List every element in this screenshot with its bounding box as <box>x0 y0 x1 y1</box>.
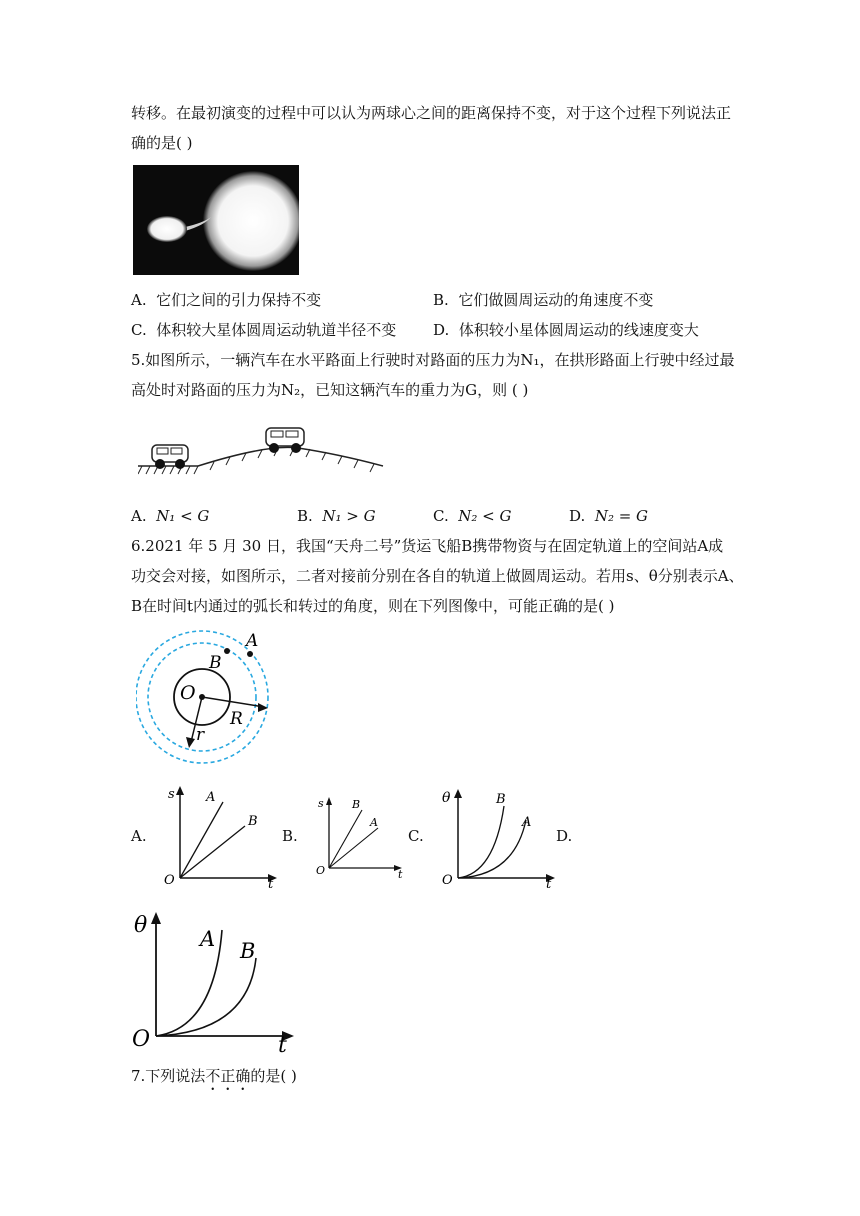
q5-option-a: A. N₁ < G <box>131 507 210 525</box>
svg-text:B: B <box>352 798 361 811</box>
q4-line-2: 确的是( ) <box>131 134 193 152</box>
svg-text:θ: θ <box>134 913 148 938</box>
svg-text:B: B <box>496 792 506 807</box>
graph-d <box>130 906 300 1056</box>
q6-option-c: C. <box>408 827 424 845</box>
svg-text:O: O <box>132 1027 151 1052</box>
q6-line-1: 6.2021 年 5 月 30 日，我国“天舟二号”货运飞船B携带物资与在固定轨道上的空间站A成 <box>131 537 724 555</box>
q4-option-c: C. 体积较大星体圆周运动轨道半径不变 <box>131 321 397 339</box>
q6-line-2: 功交会对接，如图所示，二者对接前分别在各自的轨道上做圆周运动。若用s、θ分别表示A、 <box>131 567 744 585</box>
radius-small-arrow <box>186 737 195 748</box>
svg-text:t: t <box>398 868 403 880</box>
svg-text:B: B <box>240 939 256 963</box>
svg-text:A: A <box>522 815 532 830</box>
label-o: O <box>180 682 196 704</box>
large-star <box>203 171 299 271</box>
svg-text:O: O <box>442 873 453 888</box>
svg-text:t: t <box>268 877 274 890</box>
svg-text:t: t <box>546 877 552 890</box>
orbit-diagram <box>136 624 276 768</box>
q5-line-1: 5.如图所示，一辆汽车在水平路面上行驶时对路面的压力为N₁，在拱形路面上行驶中经过最 <box>131 351 735 369</box>
q6-option-a: A. <box>131 827 147 845</box>
svg-text:O: O <box>316 864 326 877</box>
svg-text:s: s <box>318 797 324 810</box>
q4-option-b: B. 它们做圆周运动的角速度不变 <box>433 291 654 309</box>
label-a: A <box>246 631 259 651</box>
label-b: B <box>209 653 222 673</box>
svg-text:t: t <box>278 1033 287 1056</box>
graph-b-line-upper <box>329 810 362 868</box>
graph-a-line-upper <box>180 802 223 878</box>
q5-option-d: D. N₂ = G <box>569 507 649 525</box>
svg-text:A: A <box>200 927 216 951</box>
binary-star-image <box>133 165 299 275</box>
svg-text:B: B <box>248 814 258 829</box>
q7-line: 7.下列说法不正确的是( ) <box>131 1067 297 1085</box>
q4-line-1: 转移。在最初演变的过程中可以认为两球心之间的距离保持不变，对于这个过程下列说法正 <box>131 104 732 122</box>
q5-option-c: C. N₂ < G <box>433 507 512 525</box>
station-a-dot <box>247 651 253 657</box>
car-road-diagram <box>138 424 384 486</box>
small-star <box>147 216 187 242</box>
spaceship-b-dot <box>224 648 230 654</box>
q5-option-b: B. N₁ > G <box>297 507 376 525</box>
q5-line-2: 高处时对路面的压力为N₂，已知这辆汽车的重力为G，则 ( ) <box>131 381 529 399</box>
label-small-r: r <box>196 725 205 745</box>
svg-text:A: A <box>206 790 216 805</box>
radius-big-arrow <box>258 703 268 712</box>
graph-a-line-lower <box>180 826 245 878</box>
q7-emphasis: 不正确 <box>205 1067 251 1085</box>
svg-text:O: O <box>164 873 175 888</box>
q6-option-d: D. <box>556 827 573 845</box>
q6-option-b: B. <box>282 827 298 845</box>
car-arch-top <box>266 428 304 453</box>
q6-line-3: B在时间t内通过的弧长和转过的角度，则在下列图像中，可能正确的是( ) <box>131 597 615 615</box>
q4-option-d: D. 体积较小星体圆周运动的线速度变大 <box>433 321 699 339</box>
svg-text:s: s <box>168 787 175 802</box>
graph-a <box>160 784 280 890</box>
svg-text:θ: θ <box>442 790 451 806</box>
graph-b-line-lower <box>329 828 378 868</box>
graph-c <box>438 786 558 890</box>
q4-option-a: A. 它们之间的引力保持不变 <box>131 291 322 309</box>
graph-b <box>312 794 408 880</box>
label-big-r: R <box>230 709 243 729</box>
svg-text:A: A <box>370 816 378 829</box>
